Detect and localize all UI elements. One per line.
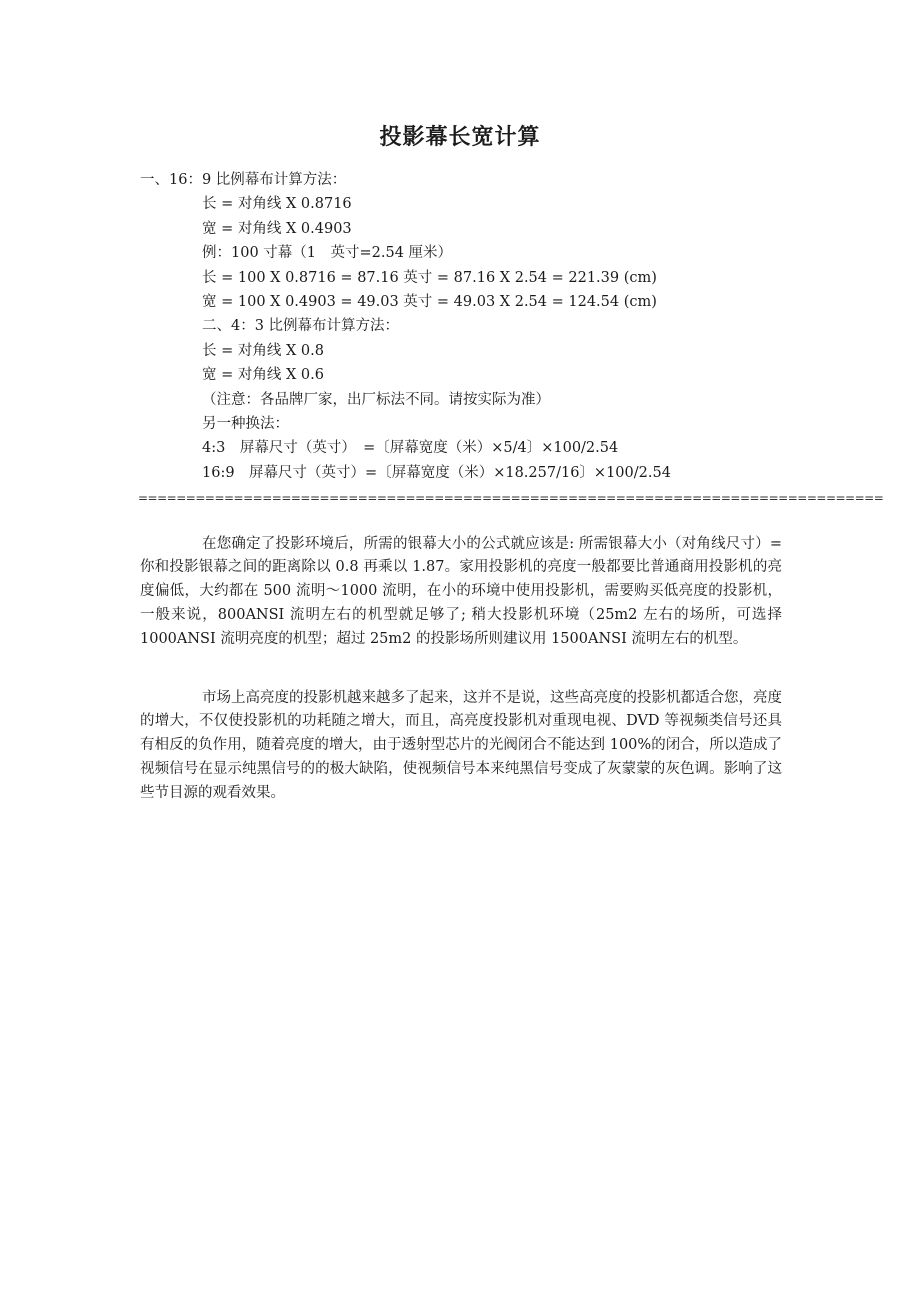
- example-line: 例：100 寸幕（1 英寸=2.54 厘米）: [202, 245, 453, 262]
- heading-16-9: 一、16：9 比例幕布计算方法：: [140, 172, 347, 188]
- paragraph-screen-size: 在您确定了投影环境后，所需的银幕大小的公式就应该是: 所需银幕大小（对角线尺寸）=你和投影银幕之间的距离除以 0.8 再乘以 1.87。家用投影机的亮度一般都要比普通商用投影机的亮度偏低，大约都在 500 流明～1000 流明，在小的环境中使用投影机，需要购买低亮度的投影机，一般来说，800ANSI 流明左右的机型就足够了; 稍大投影机环境（25m2 左右的场所，可选择 1000ANSI 流明亮度的机型；超过 25m2 的投影场所则建议用 1500ANSI 流明左右的机型。: [140, 535, 782, 647]
- alternative-heading: 另一种换法：: [202, 415, 289, 432]
- formula-width-4-3: 宽 = 对角线 X 0.6: [202, 367, 324, 384]
- formula-width-16-9: 宽 = 对角线 X 0.4903: [202, 220, 352, 237]
- alternative-formula-16-9: 16:9 屏幕尺寸（英寸）=〔屏幕宽度（米）×18.257/16〕×100/2.54: [202, 464, 671, 481]
- paragraph-brightness: 市场上高亮度的投影机越来越多了起来，这并不是说，这些高亮度的投影机都适合您，亮度的增大，不仅使投影机的功耗随之增大，而且，高亮度投影机对重现电视、DVD 等视频类信号还具有相反的负作用，随着亮度的增大，由于透射型芯片的光阀闭合不能达到 100%的闭合，所以造成了视频信号在显示纯黑信号的的极大缺陷，使视频信号本来纯黑信号变成了灰蒙蒙的灰色调。影响了这些节目源的观看效果。: [140, 689, 782, 801]
- divider-line: ==============================================================================: [138, 491, 884, 505]
- formula-length-4-3: 长 = 对角线 X 0.8: [202, 342, 324, 359]
- alternative-formula-4-3: 4:3 屏幕尺寸（英寸） =〔屏幕宽度（米）×5/4〕×100/2.54: [202, 440, 619, 457]
- note-line: （注意：各品牌厂家，出厂标法不同。请按实际为准）: [202, 391, 550, 408]
- document-title: 投影幕长宽计算: [379, 124, 541, 150]
- formula-length-16-9: 长 = 对角线 X 0.8716: [202, 196, 352, 213]
- heading-4-3: 二、4：3 比例幕布计算方法：: [202, 318, 400, 335]
- example-length: 长 = 100 X 0.8716 = 87.16 英寸 = 87.16 X 2.54 = 221.39 (cm): [202, 269, 657, 286]
- calculation-section: [140, 168, 800, 485]
- example-width: 宽 = 100 X 0.4903 = 49.03 英寸 = 49.03 X 2.54 = 124.54 (cm): [202, 293, 657, 310]
